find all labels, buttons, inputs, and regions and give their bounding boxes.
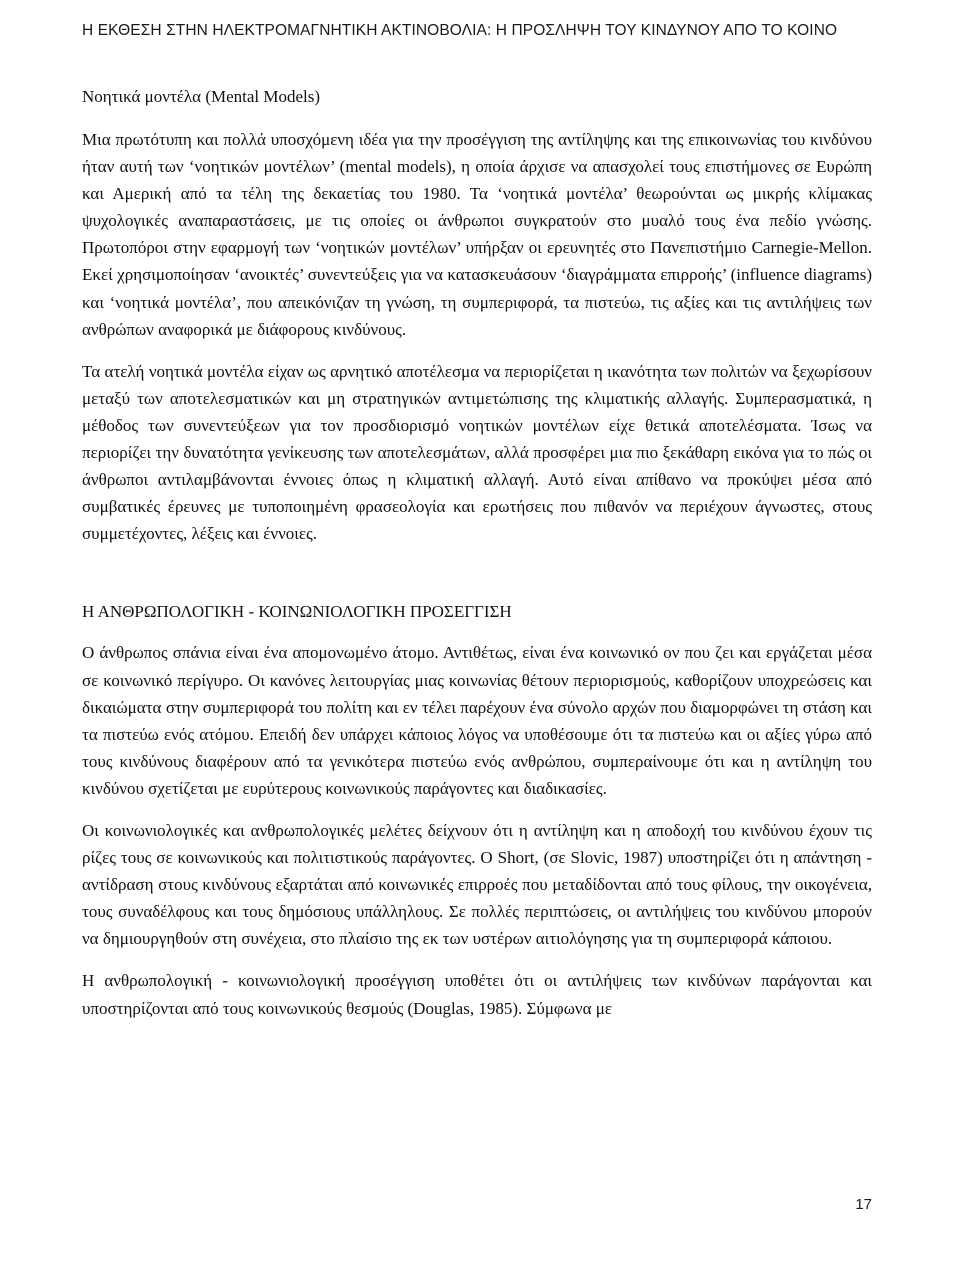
page-number: 17 [855,1196,872,1213]
document-body [82,84,872,1037]
paragraph-continued: Η ανθρωπολογική - κοινωνιολογική προσέγγιση υποθέτει ότι οι αντιλήψεις των κινδύνων παράγονται και υποστηρίζονται από τους κοινωνικούς θεσμούς (Douglas, 1985). Σύμφωνα με [82,971,872,1018]
paragraph: Μια πρωτότυπη και πολλά υποσχόμενη ιδέα για την προσέγγιση της αντίληψης και της επικοινωνίας του κινδύνου ήταν αυτή των ‘νοητικών μοντέλων’ (mental models), η οποία άρχισε να απασχολεί τους επιστήμονες σε Ευρώπη και Αμερική από τα τέλη της δεκαετίας του 1980. Τα ‘νοητικά μοντέλα’ θεωρούνται ως μικρής κλίμακας ψυχολογικές αναπαραστάσεις, με τις οποίες οι άνθρωποι συγκρατούν στο μυαλό τους ένα πεδίο γνώσης. Πρωτοπόροι στην εφαρμογή των ‘νοητικών μοντέλων’ υπήρξαν οι ερευνητές στο Πανεπιστήμιο Carnegie-Mellon. Εκεί χρησιμοποίησαν ‘ανοικτές’ συνεντεύξεις για να κατασκευάσουν ‘διαγράμματα επιρροής’ (influence diagrams) και ‘νοητικά μοντέλα’, που απεικόνιζαν τη γνώση, τη συμπεριφορά, τα πιστεύω, τις αξίες και τις αντιλήψεις των ανθρώπων αναφορικά με διάφορους κινδύνους. [82,130,872,339]
section-heading-mental-models: Νοητικά μοντέλα (Mental Models) [82,87,321,106]
section-title-anthropological: Η ΑΝΘΡΩΠΟΛΟΓΙΚΗ - ΚΟΙΝΩΝΙΟΛΟΓΙΚΗ ΠΡΟΣΕΓΓΙΣΗ [82,602,512,622]
paragraph: Τα ατελή νοητικά μοντέλα είχαν ως αρνητικό αποτέλεσμα να περιορίζεται η ικανότητα των πολιτών να ξεχωρίσουν μεταξύ των αποτελεσματικών και μη στρατηγικών αντιμετώπισης της κλιματικής αλλαγής. Συμπερασματικά, η μέθοδος των συνεντεύξεων για τον προσδιορισμό νοητικών μοντέλων είχε θετικά αποτελέσματα. Ίσως να περιορίζει την δυνατότητα γενίκευσης των αποτελεσμάτων, αλλά προσφέρει μια πιο ξεκάθαρη εικόνα για το πώς οι άνθρωποι αντιλαμβάνονται έννοιες όπως η κλιματική αλλαγή. Αυτό είναι απίθανο να προκύψει μέσα από συμβατικές έρευνες με τυποποιημένη φρασεολογία και ερωτήσεις που πιθανόν να περιέχουν άγνωστες, στους συμμετέχοντες, λέξεις και έννοιες. [82,361,872,544]
paragraph: Ο άνθρωπος σπάνια είναι ένα απομονωμένο άτομο. Αντιθέτως, είναι ένα κοινωνικό ον που ζει και εργάζεται μέσα σε κοινωνικό περίγυρο. Οι κανόνες λειτουργίας μιας κοινωνίας θέτουν περιορισμούς, καθορίζουν υποχρεώσεις και δικαιώματα στην συμπεριφορά του πολίτη και εν τέλει παρέχουν ένα σύνολο αρχών που διαμορφώνει τη στάση και τα πιστεύω ενός ατόμου. Επειδή δεν υπάρχει κάποιος λόγος να υποθέσουμε ότι τα πιστεύω και οι αξίες γύρω από τους κινδύνους διαφέρουν από τα γενικότερα πιστεύω ενός ανθρώπου, συμπεραίνουμε ότι και η αντίληψη του κινδύνου σχετίζεται με ευρύτερους κοινωνικούς παράγοντες και διαδικασίες. [82,643,872,798]
paragraph: Οι κοινωνιολογικές και ανθρωπολογικές μελέτες δείχνουν ότι η αντίληψη και η αποδοχή του κινδύνου έχουν τις ρίζες τους σε κοινωνικούς και πολιτιστικούς παράγοντες. O Short, (σε Slovic, 1987) υποστηρίζει ότι η απάντηση - αντίδραση στους κινδύνους εξαρτάται από κοινωνικές επιρροές που μεταδίδονται από τους φίλους, την οικογένεια, τους συναδέλφους και τους δημόσιους υπάλληλους. Σε πολλές περιπτώσεις, οι αντιλήψεις του κινδύνου μπορούν να δημιουργηθούν στη συνέχεια, στο πλαίσιο της εκ των υστέρων αιτιολόγησης για τη συμπεριφορά κάποιου. [82,820,872,949]
running-header: Η ΕΚΘΕΣΗ ΣΤΗΝ ΗΛΕΚΤΡΟΜΑΓΝΗΤΙΚΗ ΑΚΤΙΝΟΒΟΛΙΑ: Η ΠΡΟΣΛΗΨΗ ΤΟΥ ΚΙΝΔΥΝΟΥ ΑΠΟ ΤΟ ΚΟΙΝΟ [82,22,838,39]
